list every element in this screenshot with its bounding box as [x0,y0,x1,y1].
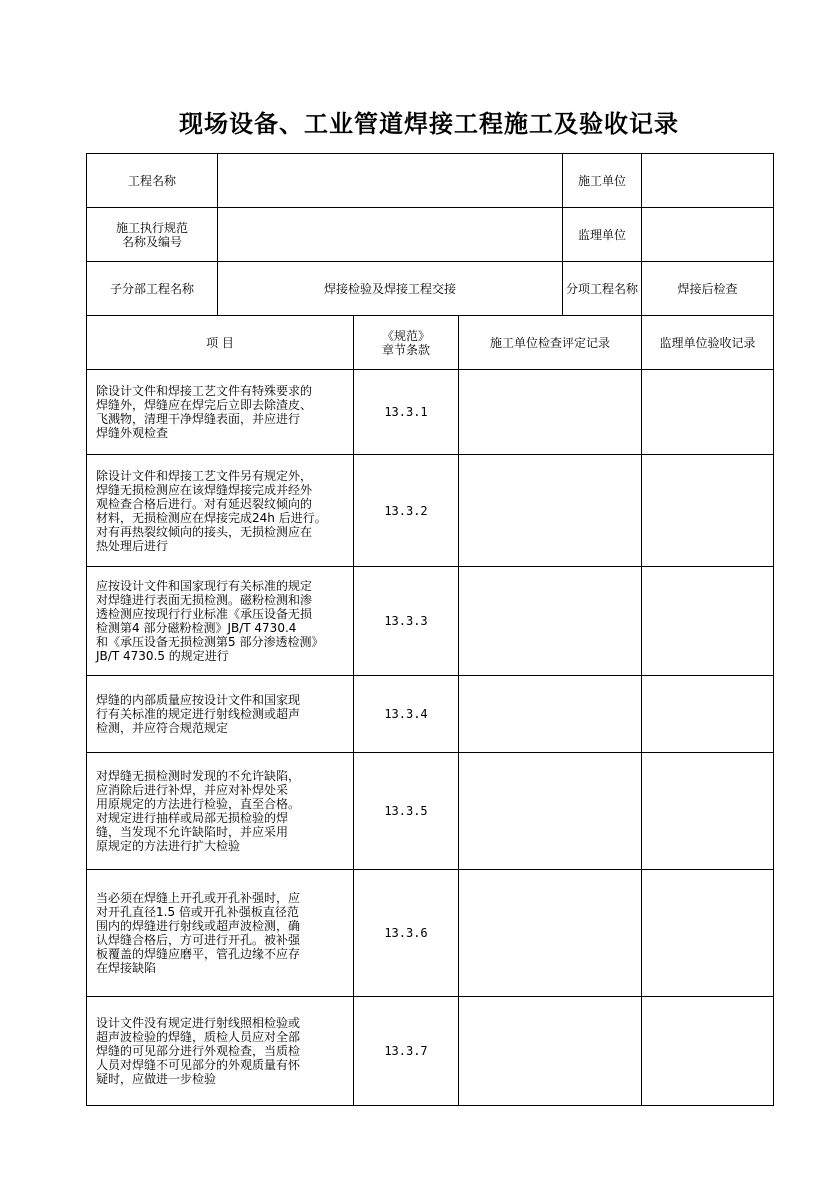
table-row [87,676,774,753]
clause-number: 13.3.2 [354,455,459,567]
spec-field[interactable] [218,208,563,262]
item-description: 对焊缝无损检测时发现的不允许缺陷， 应消除后进行补焊，并应对补焊处采 用原规定的方法进行检验，直至合格。 对规定进行抽样或局部无损检验的焊 缝，当发现不允许缺陷时，并应采用 原规定的方法进行扩大检验 [87,753,354,870]
item-description: 焊缝的内部质量应按设计文件和国家现 行有关标准的规定进行射线检测或超声 检测，并应符合规范规定 [87,676,354,753]
column-header-supervision-record: 监理单位验收记录 [642,316,774,370]
item-description: 设计文件没有规定进行射线照相检验或 超声波检验的焊缝，质检人员应对全部 焊缝的可见部分进行外观检查，当质检 人员对焊缝不可见部分的外观质量有怀 疑时，应做进一步检验 [87,997,354,1106]
supervision-record-cell[interactable] [642,870,774,997]
project-name-label: 工程名称 [87,154,218,208]
item-description: 除设计文件和焊接工艺文件有特殊要求的 焊缝外，焊缝应在焊完后立即去除渣皮、 飞溅物，清理干净焊缝表面，并应进行 焊缝外观检查 [87,370,354,455]
item-description: 当必须在焊缝上开孔或开孔补强时，应 对开孔直径1.5 倍或开孔补强板直径范 围内的焊缝进行射线或超声波检测，确 认焊缝合格后，方可进行开孔。被补强 板覆盖的焊缝应磨平，管孔边缘不应存 在焊接缺陷 [87,870,354,997]
construction-record-cell[interactable] [459,753,642,870]
construction-record-cell[interactable] [459,455,642,567]
item-project-label: 分项工程名称 [563,262,642,316]
construction-record-cell[interactable] [459,997,642,1106]
sub-project-label: 子分部工程名称 [87,262,218,316]
construction-record-cell[interactable] [459,567,642,676]
clause-number: 13.3.4 [354,676,459,753]
header-row-spec [87,208,774,262]
column-header-item: 项 目 [87,316,354,370]
clause-number: 13.3.6 [354,870,459,997]
supervision-record-cell[interactable] [642,370,774,455]
table-row [87,370,774,455]
clause-number: 13.3.1 [354,370,459,455]
supervision-unit-label: 监理单位 [563,208,642,262]
supervision-unit-field[interactable] [642,208,774,262]
clause-number: 13.3.5 [354,753,459,870]
item-description: 除设计文件和焊接工艺文件另有规定外， 焊缝无损检测应在该焊缝焊接完成并经外 观检查合格后进行。对有延迟裂纹倾向的 材料，无损检测应在焊接完成24h 后进行。 对有再热裂纹倾向的接头，无损检测应在 热处理后进行 [87,455,354,567]
construction-unit-field[interactable] [642,154,774,208]
table-row [87,753,774,870]
supervision-record-cell[interactable] [642,567,774,676]
clause-number: 13.3.3 [354,567,459,676]
sub-project-value[interactable]: 焊接检验及焊接工程交接 [218,262,563,316]
table-row [87,997,774,1106]
column-header-row [87,316,774,370]
supervision-record-cell[interactable] [642,753,774,870]
table-row [87,870,774,997]
supervision-record-cell[interactable] [642,455,774,567]
table-row [87,455,774,567]
column-header-construction-record: 施工单位检查评定记录 [459,316,642,370]
construction-record-cell[interactable] [459,676,642,753]
column-header-clause: 《规范》 章节条款 [354,316,459,370]
construction-record-cell[interactable] [459,370,642,455]
page-title: 现场设备、工业管道焊接工程施工及验收记录 [179,110,679,138]
project-name-field[interactable] [218,154,563,208]
clause-number: 13.3.7 [354,997,459,1106]
item-description: 应按设计文件和国家现行有关标准的规定 对焊缝进行表面无损检测。磁粉检测和渗 透检测应按现行行业标准《承压设备无损 检测第4 部分磁粉检测》JB/T 4730.4 和《承压设备无损检测第5 部分渗透检测》 JB/T 4730.5 的规定进行 [87,567,354,676]
header-row-subproject [87,262,774,316]
construction-record-cell[interactable] [459,870,642,997]
supervision-record-cell[interactable] [642,676,774,753]
inspection-record-table [86,153,774,1106]
spec-label: 施工执行规范 名称及编号 [87,208,218,262]
item-project-value[interactable]: 焊接后检查 [642,262,774,316]
supervision-record-cell[interactable] [642,997,774,1106]
table-row [87,567,774,676]
construction-unit-label: 施工单位 [563,154,642,208]
header-row-project [87,154,774,208]
